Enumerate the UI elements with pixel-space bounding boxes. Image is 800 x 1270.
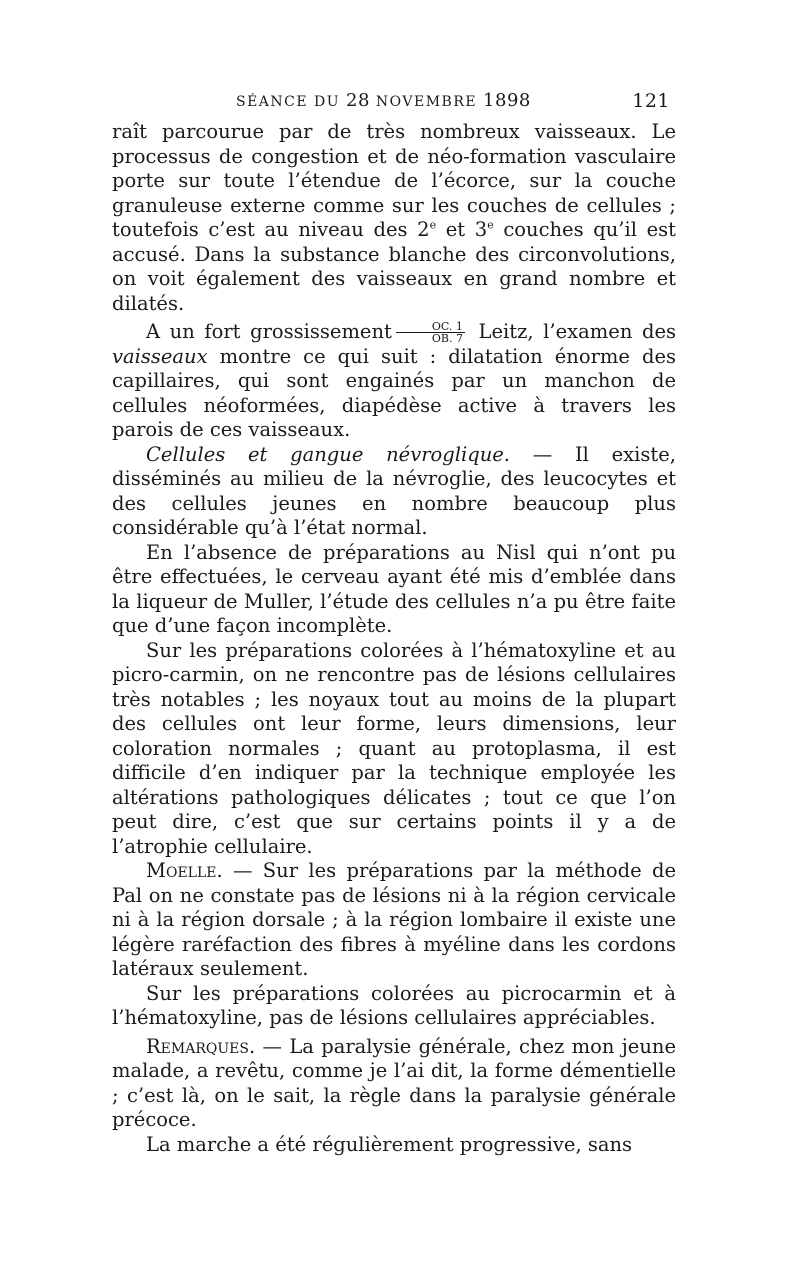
paragraph-text: — Il existe, disséminés au milieu de la névroglie, des leucocytes et des cellules jeunes en nombre beaucoup plus considérable qu’à l’état normal. <box>112 442 676 539</box>
running-head <box>112 90 676 120</box>
paragraph-nisl: En l’absence de préparations au Nisl qui n’ont pu être effectuées, le cerveau ayant été mis d’emblée dans la liqueur de Muller, l’étude des cellules n’a pu être faite que d’une façon incomplète. <box>112 540 676 637</box>
section-heading-smallcaps: Remarques. <box>146 1034 256 1058</box>
fraction-denominator: OB. 7 <box>431 332 463 345</box>
paragraph-text: montre ce qui suit : dilatation énorme des capillaires, qui sont engainés par un manchon de cellules néoformées, diapédèse active à travers les parois de ces vaisseaux. <box>112 344 676 441</box>
running-title <box>236 90 531 111</box>
paragraph-cortex-vessels <box>112 120 676 316</box>
paragraph-text: couches qu’il est accusé. Dans la substance blanche des circonvolutions, on voit également des vaisseaux en grand nombre et dilatés. <box>112 218 676 315</box>
section-heading-smallcaps: Moelle. <box>146 859 223 882</box>
paragraph-picrocarmin: Sur les préparations colorées au picrocarmin et à l’hématoxyline, pas de lésions cellulaires appréciables. <box>112 981 676 1029</box>
page-number: 121 <box>632 90 670 112</box>
paragraph-text: raît parcourue par de très nombreux vaisseaux. Le processus de congestion et de néo-formation vasculaire porte sur toute l’étendue de l’écorce, sur la couche granuleuse externe comme sur les couches de cellules ; toutefois c’est au niveau des 2 <box>112 120 676 241</box>
paragraph-text: Leitz, l’examen des <box>468 320 676 343</box>
running-title-month: NOVEMBRE <box>375 94 478 110</box>
running-title-year: 1898 <box>483 90 531 111</box>
ordinal-superscript: e <box>429 218 437 232</box>
magnification-fraction <box>396 321 465 344</box>
section-heading-italic: Cellules et gangue névroglique. <box>146 442 511 466</box>
paragraph-text: — La paralysie générale, chez mon jeune malade, a revêtu, comme je l’ai dit, la forme démentielle ; c’est là, on le sait, la règle dans la paralysie générale précoce. <box>112 1034 676 1131</box>
running-title-day: 28 <box>346 90 370 111</box>
document-page <box>112 90 676 1157</box>
paragraph-marche: La marche a été régulièrement progressive, sans <box>146 1132 633 1156</box>
fraction-numerator: OC. 1 <box>396 321 465 333</box>
paragraph-magnification <box>112 320 676 443</box>
running-title-prefix: SÉANCE DU <box>236 94 341 110</box>
body-text <box>112 120 676 1157</box>
paragraph-hematoxylin: Sur les préparations colorées à l’hématoxyline et au picro-carmin, on ne rencontre pas de lésions cellulaires très notables ; les noyaux tout au moins de la plupart des cellules ont leur forme, leurs dimensions, leur coloration normales ; quant au protoplasma, il est difficile d’en indiquer par la technique employée les altérations pathologiques délicates ; tout ce que l’on peut dire, c’est que sur certains points il y a de l’atrophie cellulaire. <box>112 638 676 858</box>
paragraph-text: et 3 <box>436 218 488 241</box>
paragraph-text: A un fort grossissement <box>146 320 392 343</box>
paragraph-neuroglia <box>112 443 676 541</box>
paragraph-remarques <box>112 1035 676 1133</box>
ordinal-superscript: e <box>487 218 494 232</box>
paragraph-moelle <box>112 859 676 982</box>
paragraph-text: — Sur les préparations par la méthode de Pal on ne constate pas de lésions ni à la région cervicale ni à la région dorsale ; à la région lombaire il existe une légère raréfaction des fibres à myéline dans les cordons latéraux seulement. <box>112 859 676 980</box>
italic-term: vaisseaux <box>112 344 208 368</box>
